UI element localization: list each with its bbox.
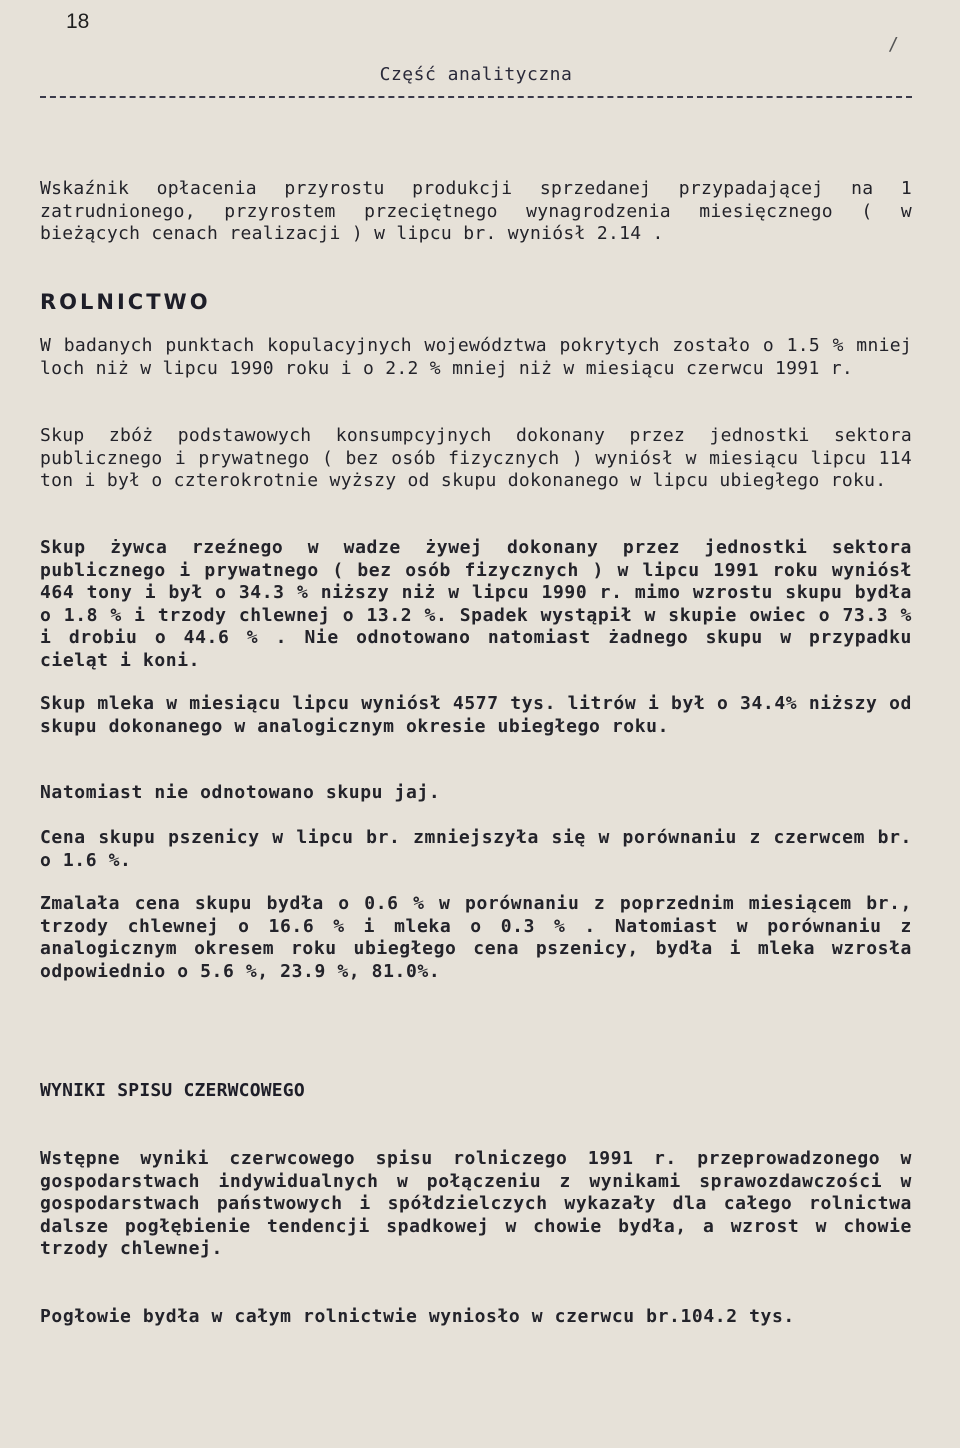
paragraph-zmalala-cena: Zmalała cena skupu bydła o 0.6 % w porównaniu z poprzednim miesiącem br., trzody chlewnej o 16.6 % i mleka o 0.3 % . Natomiast w porównaniu z analogicznym okresem roku ubiegłego cena pszenicy, bydła i mleka wzrosła odpowiednio o 5.6 %, 23.9 %, 81.0%. [40,893,912,982]
section-heading-wyniki [40,1080,912,1148]
paragraph-punkty-kopulacyjne: W badanych punktach kopulacyjnych województwa pokrytych zostało o 1.5 % mniej loch niż w lipcu 1990 roku i o 2.2 % mniej niż w miesiącu czerwcu 1991 r. [40,335,912,379]
heading-wyniki-text: WYNIKI SPISU CZERWCOWEGO [40,1080,305,1101]
section-heading-rolnictwo [40,290,912,335]
header-divider [40,96,912,98]
page-number: 18 [66,10,90,33]
paragraph-wstepne-wyniki: Wstępne wyniki czerwcowego spisu rolniczego 1991 r. przeprowadzonego w gospodarstwach indywidualnych w połączeniu z wynikami sprawozdawczości w gospodarstwach państwowych i spółdzielczych wykazały dla całego rolnictwa dalsze pogłębienie tendencji spadkowej w chowie bydła, a wzrost w chowie trzody chlewnej. [40,1148,912,1259]
paragraph-wskaznik: Wskaźnik opłacenia przyrostu produkcji sprzedanej przypadającej na 1 zatrudnionego, przyrostem przeciętnego wynagrodzenia miesięcznego ( w bieżących cenach realizacji ) w lipcu br. wyniósł 2.14 . [40,178,912,244]
section-header: Część analityczna [379,64,573,85]
paragraph-skup-jaj: Natomiast nie odnotowano skupu jaj. [40,782,441,803]
paragraph-cena-pszenicy: Cena skupu pszenicy w lipcu br. zmniejszyła się w porównaniu z czerwcem br. o 1.6 %. [40,827,912,871]
heading-rolnictwo-text: ROLNICTWO [40,290,211,314]
corner-mark: / [888,34,899,55]
document-body [40,178,912,1329]
paragraph-poglowie-bydla: Pogłowie bydła w całym rolnictwie wyniosło w czerwcu br.104.2 tys. [40,1306,795,1327]
paragraph-skup-zboz: Skup zbóż podstawowych konsumpcyjnych dokonany przez jednostki sektora publicznego i prywatnego ( bez osób fizycznych ) wyniósł w miesiącu lipcu 114 ton i był o czterokrotnie wyższy od skupu dokonanego w lipcu ubiegłego roku. [40,425,912,491]
paragraph-skup-mleka: Skup mleka w miesiącu lipcu wyniósł 4577 tys. litrów i był o 34.4% niższy od skupu dokonanego w analogicznym okresie ubiegłego roku. [40,693,912,737]
paragraph-skup-zywca: Skup żywca rzeźnego w wadze żywej dokonany przez jednostki sektora publicznego i prywatnego ( bez osób fizycznych ) w lipcu 1991 roku wyniósł 464 tony i był o 34.3 % niższy niż w lipcu 1990 r. mimo wzrostu skupu bydła o 1.8 % i trzody chlewnej o 13.2 %. Spadek wystąpił w skupie owiec o 73.3 % i drobiu o 44.6 % . Nie odnotowano natomiast żadnego skupu w przypadku cieląt i koni. [40,537,912,671]
